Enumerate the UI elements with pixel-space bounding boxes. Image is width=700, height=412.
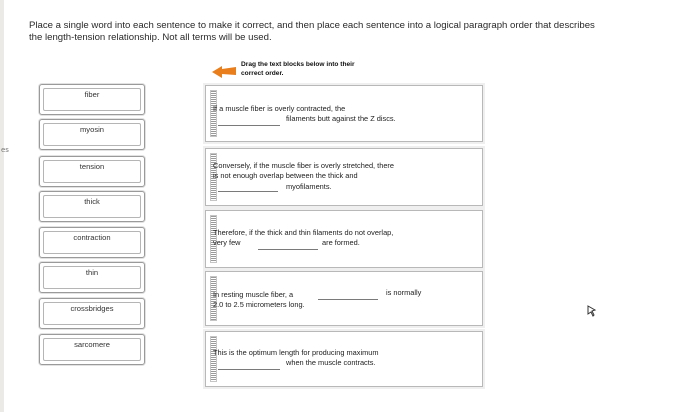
term-label: fiber — [84, 90, 100, 99]
word-bank — [39, 84, 149, 369]
sentence-text: myofilaments. — [286, 182, 332, 191]
term-label: sarcomere — [74, 340, 110, 349]
term-label: tension — [79, 162, 105, 171]
sentence-text: filaments butt against the Z discs. — [286, 114, 396, 123]
term-label: contraction — [73, 233, 111, 242]
instructions — [29, 20, 689, 44]
sentence-text: when the muscle contracts. — [286, 358, 376, 367]
term-sarcomere[interactable] — [39, 334, 145, 365]
orange-arrow-icon — [210, 62, 240, 80]
sentence-text: 2.0 to 2.5 micrometers long. — [213, 300, 305, 309]
sentence-text: are formed. — [322, 238, 360, 247]
instructions-line-2: the length-tension relationship. Not all terms will be used. — [29, 32, 272, 43]
term-crossbridges[interactable] — [39, 298, 145, 329]
sentence-text: In resting muscle fiber, a — [213, 290, 294, 299]
term-thick[interactable] — [39, 191, 145, 222]
drag-hint-line-2: correct order. — [241, 69, 284, 77]
sentence-text: Therefore, if the thick and thin filaments do not overlap, — [213, 228, 394, 237]
drag-hint-line-1: Drag the text blocks below into their — [241, 61, 355, 68]
sentence-block-2[interactable] — [205, 148, 483, 206]
sentence-text: Conversely, if the muscle fiber is overly stretched, there — [213, 161, 395, 170]
drag-grip-icon[interactable] — [210, 336, 217, 382]
term-label: myosin — [79, 125, 105, 134]
term-tension[interactable] — [39, 156, 145, 187]
blank-drop-zone[interactable] — [318, 299, 378, 300]
term-label: thick — [84, 197, 100, 206]
mouse-cursor-icon — [587, 305, 597, 317]
term-fiber[interactable] — [39, 84, 145, 115]
term-myosin[interactable] — [39, 119, 145, 150]
sentence-text: This is the optimum length for producing maximum — [213, 348, 379, 357]
term-label: crossbridges — [70, 304, 114, 313]
drag-hint — [241, 61, 381, 78]
left-panel-edge — [0, 0, 4, 412]
term-label: thin — [85, 268, 99, 277]
sentence-text: very few — [213, 238, 241, 247]
edge-label: es — [1, 146, 9, 154]
sentence-block-1[interactable] — [205, 85, 483, 142]
blank-drop-zone[interactable] — [218, 191, 278, 192]
sentence-text: is normally — [386, 288, 422, 297]
blank-drop-zone[interactable] — [258, 249, 318, 250]
blank-drop-zone[interactable] — [218, 125, 280, 126]
sentence-text: If a muscle fiber is overly contracted, the — [213, 104, 346, 113]
blank-drop-zone[interactable] — [218, 369, 280, 370]
sentence-text: is not enough overlap between the thick and — [213, 171, 358, 180]
instructions-line-1: Place a single word into each sentence to make it correct, and then place each sentence into a logical paragraph order that describes — [29, 20, 595, 31]
term-thin[interactable] — [39, 262, 145, 293]
sentence-block-3[interactable] — [205, 210, 483, 268]
sentence-block-4[interactable] — [205, 271, 483, 326]
term-contraction[interactable] — [39, 227, 145, 258]
sentence-block-5[interactable] — [205, 331, 483, 387]
